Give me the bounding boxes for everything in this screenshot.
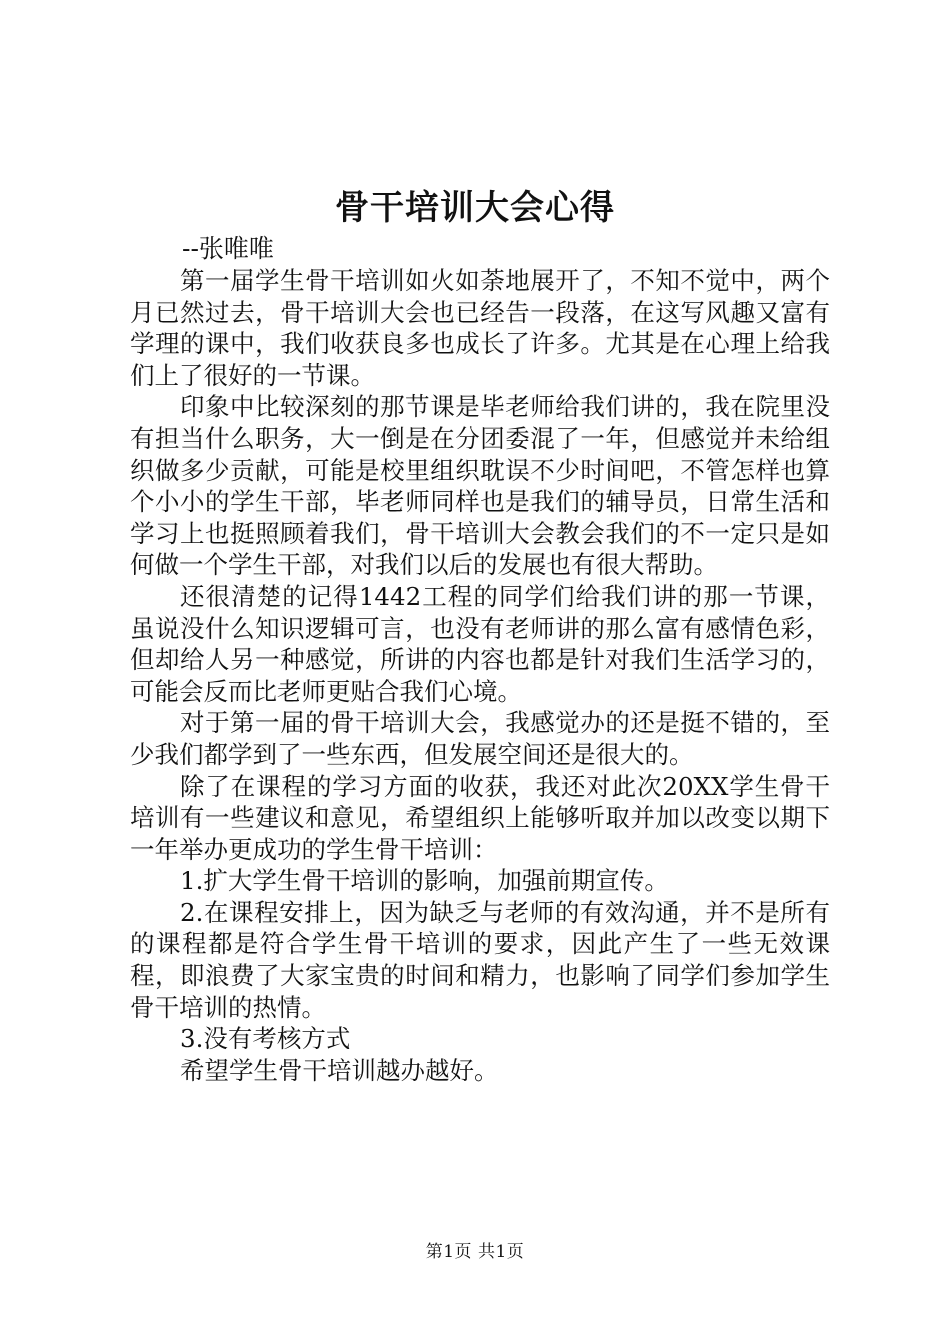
paragraph: 还很清楚的记得1442工程的同学们给我们讲的那一节课，虽说没什么知识逻辑可言，也没有老师讲的那么富有感情色彩，但却给人另一种感觉，所讲的内容也都是针对我们生活学习的，可能会反而比老师更贴合我们心境。 (130, 581, 830, 706)
page-footer: 第1页 共1页 (425, 1242, 525, 1262)
paragraph: 印象中比较深刻的那节课是毕老师给我们讲的，我在院里没有担当什么职务，大一倒是在分团委混了一年，但感觉并未给组织做多少贡献，可能是校里组织耽误不少时间吧，不管怎样也算个小小的学生干部，毕老师同样也是我们的辅导员，日常生活和学习上也挺照顾着我们，骨干培训大会教会我们的不一定只是如何做一个学生干部，对我们以后的发展也有很大帮助。 (130, 392, 830, 580)
list-item: 3.没有考核方式 (180, 1024, 351, 1054)
paragraph: 对于第一届的骨干培训大会，我感觉办的还是挺不错的，至少我们都学到了一些东西，但发展空间还是很大的。 (130, 708, 830, 769)
list-item: 1.扩大学生骨干培训的影响，加强前期宣传。 (180, 866, 669, 896)
document-title: 骨干培训大会心得 (335, 188, 615, 228)
paragraph: 第一届学生骨干培训如火如荼地展开了，不知不觉中，两个月已然过去，骨干培训大会也已经告一段落，在这写风趣又富有学理的课中，我们收获良多也成长了许多。尤其是在心理上给我们上了很好的一节课。 (130, 266, 830, 390)
document-body (130, 265, 830, 1086)
closing-paragraph: 希望学生骨干培训越办越好。 (180, 1055, 499, 1085)
paragraph: 除了在课程的学习方面的收获，我还对此次20XX学生骨干培训有一些建议和意见，希望组织上能够听取并加以改变以期下一年举办更成功的学生骨干培训： (130, 771, 830, 864)
author-line: --张唯唯 (182, 234, 274, 263)
list-item: 2.在课程安排上，因为缺乏与老师的有效沟通，并不是所有的课程都是符合学生骨干培训的要求，因此产生了一些无效课程，即浪费了大家宝贵的时间和精力，也影响了同学们参加学生骨干培训的热情。 (130, 897, 830, 1022)
